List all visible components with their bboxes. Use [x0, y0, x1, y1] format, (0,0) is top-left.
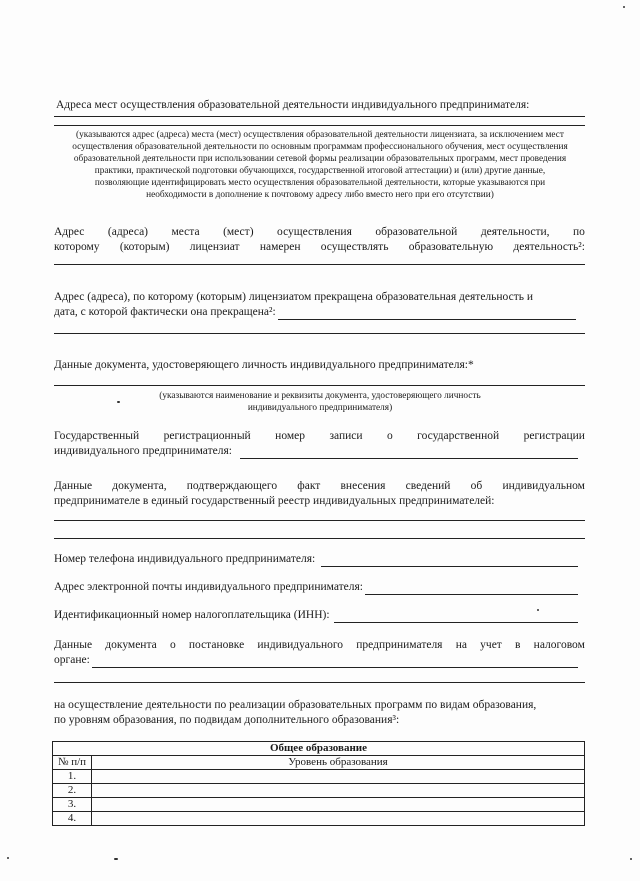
table-row [53, 812, 585, 826]
row-number: 2. [53, 784, 92, 798]
programs-line-1: на осуществление деятельности по реализации образовательных программ по видам образования, [54, 699, 537, 711]
intended-address-word: Адрес [54, 226, 85, 238]
table-title: Общее образование [53, 742, 585, 756]
email-row [54, 580, 578, 595]
table-row [53, 798, 585, 812]
egrip-word: сведений [405, 480, 451, 492]
intended-address-word: осуществлять [320, 241, 389, 253]
row-number: 3. [53, 798, 92, 812]
tax-registration-word: предпринимателя [356, 639, 443, 651]
scan-mark [630, 858, 632, 860]
tax-registration-word: в [515, 639, 521, 651]
state-registration-label: индивидуального предпринимателя: [54, 445, 232, 457]
tax-registration-word: документа [105, 639, 157, 651]
intended-address-word: по [573, 226, 585, 238]
terminated-address-field[interactable] [54, 333, 585, 334]
addresses-note: (указываются адрес (адреса) места (мест) осуществления образовательной деятельности лицензиата, за исключением мест осуществления образовательной деятельности по основным программам профессионального обучения, мест осуществления образовательной деятельности при использовании сетевой формы реализации образовательных программ, мест проведения практики, практической подготовки обучающихся, государственной итоговой аттестации) и (или) другие данные, позволяющие идентифицировать место осуществления образовательной деятельности, которые указываются при необходимости в дополнение к почтовому адресу либо вместо него при его отсутствии) [72, 130, 568, 200]
intended-address-word: деятельности, [480, 226, 550, 238]
tax-registration-word: индивидуального [257, 639, 344, 651]
table-row [53, 784, 585, 798]
tax-organ-label: органе: [54, 654, 90, 666]
tax-registration-word: о [169, 639, 176, 651]
terminated-address-line-1: Адрес (адреса), по которому (которым) лицензиатом прекращена образовательная деятельность и [54, 291, 533, 303]
phone-label: Номер телефона индивидуального предпринимателя: [54, 553, 316, 565]
terminated-date-label: дата, с которой фактически она прекращена²: [54, 306, 276, 318]
email-label: Адрес электронной почты индивидуального предпринимателя: [54, 581, 363, 593]
state-registration-word: о [386, 430, 393, 442]
intended-address-word: осуществления [277, 226, 352, 238]
state-registration-line-1 [54, 429, 585, 444]
education-level-cell[interactable] [92, 784, 585, 798]
education-level-cell[interactable] [92, 798, 585, 812]
general-education-table [52, 741, 585, 826]
intended-address-field[interactable] [54, 264, 585, 265]
addresses-label: Адреса мест осуществления образовательной деятельности индивидуального предпринимателя: [56, 99, 530, 111]
email-field[interactable] [365, 583, 578, 595]
scan-mark [117, 401, 120, 403]
intended-address-word: лицензиат [189, 241, 240, 253]
state-registration-line-2 [54, 444, 578, 459]
scan-mark [537, 609, 539, 611]
addresses-field-line-1[interactable] [54, 116, 585, 117]
egrip-word: внесения [340, 480, 386, 492]
identity-document-field[interactable] [54, 385, 585, 386]
intended-address-word: которому [54, 241, 100, 253]
egrip-word: Данные [54, 480, 93, 492]
egrip-word: об [470, 480, 483, 492]
tax-registration-line-2 [54, 653, 578, 668]
intended-address-word: места [171, 226, 200, 238]
column-header-level: Уровень образования [92, 756, 585, 770]
phone-field[interactable] [321, 555, 578, 567]
intended-address-line-2 [54, 240, 585, 255]
inn-row [54, 608, 578, 623]
row-number: 4. [53, 812, 92, 826]
intended-address-word: образовательную [408, 241, 494, 253]
terminated-date-field[interactable] [278, 308, 576, 320]
table-row [53, 770, 585, 784]
terminated-address-line-2 [54, 305, 576, 320]
state-registration-word: государственной [417, 430, 500, 442]
intended-address-word: образовательной [375, 226, 458, 238]
inn-label: Идентификационный номер налогоплательщика (ИНН): [54, 609, 330, 621]
intended-address-word: деятельность²: [513, 241, 585, 253]
egrip-word: факт [297, 480, 321, 492]
intended-address-line-1 [54, 225, 585, 240]
scan-mark [114, 858, 118, 860]
egrip-word: подтверждающего [186, 480, 278, 492]
intended-address-word: намерен [259, 241, 301, 253]
tax-registration-word: налоговом [533, 639, 585, 651]
table-header-row [53, 756, 585, 770]
addresses-field-line-2[interactable] [54, 125, 585, 126]
egrip-field-line-1[interactable] [54, 520, 585, 521]
tax-registration-word: на [455, 639, 467, 651]
state-registration-field[interactable] [240, 447, 578, 459]
scan-mark [623, 6, 625, 8]
identity-document-label: Данные документа, удостоверяющего личность индивидуального предпринимателя:* [54, 359, 474, 371]
egrip-line-1 [54, 479, 585, 494]
programs-line-2: по уровням образования, по подвидам дополнительного образования³: [54, 714, 400, 726]
table-title-row [53, 742, 585, 756]
state-registration-word: регистрации [523, 430, 585, 442]
tax-registration-word: Данные [54, 639, 93, 651]
tax-registration-field-line-2[interactable] [54, 682, 585, 683]
intended-address-word: (адреса) [107, 226, 149, 238]
egrip-line-2: предпринимателе в единый государственный реестр индивидуальных предпринимателей: [54, 495, 495, 507]
phone-row [54, 552, 578, 567]
tax-registration-field[interactable] [92, 656, 578, 668]
state-registration-word: Государственный [54, 430, 140, 442]
tax-registration-line-1 [54, 638, 585, 653]
egrip-word: документа, [112, 480, 167, 492]
row-number: 1. [53, 770, 92, 784]
egrip-field-line-2[interactable] [54, 538, 585, 539]
tax-registration-word: постановке [188, 639, 245, 651]
state-registration-word: регистрационный [163, 430, 251, 442]
tax-registration-word: учет [480, 639, 502, 651]
inn-field[interactable] [334, 611, 578, 623]
education-level-cell[interactable] [92, 812, 585, 826]
education-level-cell[interactable] [92, 770, 585, 784]
egrip-word: индивидуальном [502, 480, 585, 492]
column-header-number: № п/п [53, 756, 92, 770]
state-registration-word: номер [275, 430, 305, 442]
identity-document-note: (указываются наименование и реквизиты документа, удостоверяющего личность индивидуального предпринимателя) [159, 391, 481, 413]
state-registration-word: записи [329, 430, 363, 442]
scan-mark [7, 857, 9, 859]
intended-address-word: (мест) [223, 226, 254, 238]
intended-address-word: (которым) [119, 241, 170, 253]
